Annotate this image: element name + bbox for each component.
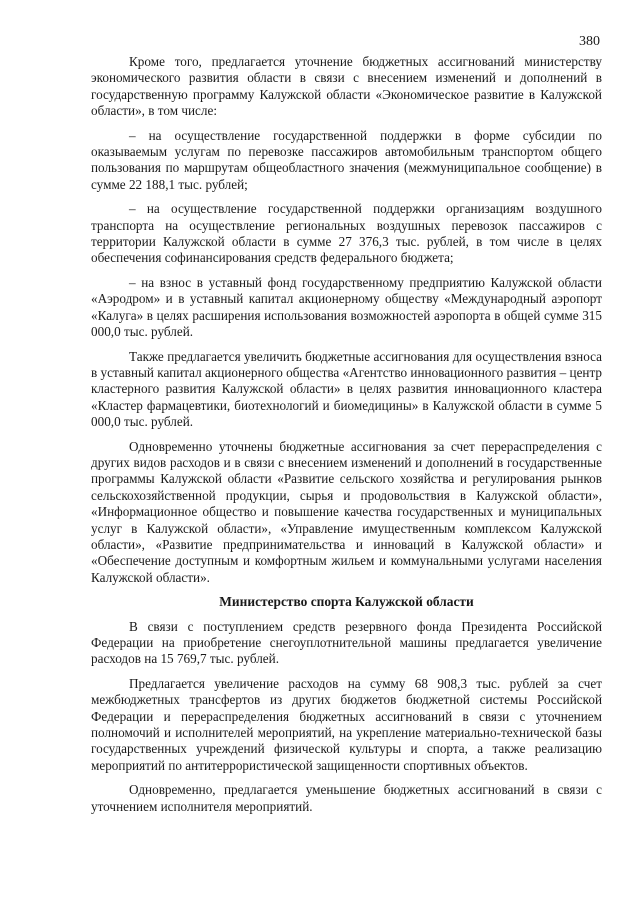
section-heading-sport-ministry: Министерство спорта Калужской области <box>219 594 474 610</box>
document-body <box>91 54 602 823</box>
paragraph-airport-contribution: – на взнос в уставный фонд государственному предприятию Калужской области «Аэродром» и в уставный капитал акционерному обществу «Международный аэропорт «Калуга» в целях расширения использования возможностей аэропорта в общей сумме 315 000,0 тыс. рублей. <box>91 274 602 340</box>
paragraph-reallocation: Одновременно уточнены бюджетные ассигнования за счет перераспределения с других видов расходов и в связи с внесением изменений и дополнений в государственные программы Калужской области «Развитие сельского хозяйства и регулирования рынков сельскохозяйственной продукции, сырья и продовольствия в Калужской области», «Информационное общество и повышение качества государственных и муниципальных услуг в Калужской области», «Управление имущественным комплексом Калужской области», «Развитие предпринимательства и инноваций в Калужской области» и «Обеспечение доступным и комфортным жильем и коммунальными услугами населения Калужской области». <box>91 438 602 585</box>
paragraph-decrease: Одновременно, предлагается уменьшение бюджетных ассигнований в связи с уточнением исполнителя мероприятий. <box>91 782 602 814</box>
paragraph-economic-development-intro: Кроме того, предлагается уточнение бюджетных ассигнований министерству экономического развития области в связи с внесением изменений и дополнений в государственную программу Калужской области «Экономическое развитие в Калужской области», в том числе: <box>91 54 602 119</box>
page-number: 380 <box>579 34 600 49</box>
paragraph-reserve-fund: В связи с поступлением средств резервного фонда Президента Российской Федерации на приобретение снегоуплотнительной машины предлагается увеличение расходов на 15 769,7 тыс. рублей. <box>91 618 602 667</box>
paragraph-air-transport-support: – на осуществление государственной поддержки организациям воздушного транспорта на осуществление региональных воздушных перевозок пассажиров с территории Калужской области в сумме 27 376,3 тыс. рублей, в том числе в целях обеспечения софинансирования средств федерального бюджета; <box>91 201 602 266</box>
paragraph-innovation-agency: Также предлагается увеличить бюджетные ассигнования для осуществления взноса в уставный капитал акционерного общества «Агентство инновационного развития – центр кластерного развития Калужской области» в целях развития инновационного кластера «Кластер фармацевтики, биотехнологий и биомедицины» в Калужской области в сумме 5 000,0 тыс. рублей. <box>91 348 602 430</box>
paragraph-bus-transport-subsidy: – на осуществление государственной поддержки в форме субсидии по оказываемым услугам по перевозке пассажиров автомобильным транспортом общего пользования по маршрутам общеобластного значения (межмуниципальное сообщение) в сумме 22 188,1 тыс. рублей; <box>91 127 602 192</box>
paragraph-interbudget-transfers: Предлагается увеличение расходов на сумму 68 908,3 тыс. рублей за счет межбюджетных трансфертов из других бюджетов бюджетной системы Российской Федерации и перераспределения бюджетных ассигнований в связи с уточнением полномочий и исполнителей мероприятий, на укрепление материально-технической базы государственных учреждений физической культуры и спорта, а также реализацию мероприятий по антитеррористической защищенности спортивных объектов. <box>91 675 602 773</box>
